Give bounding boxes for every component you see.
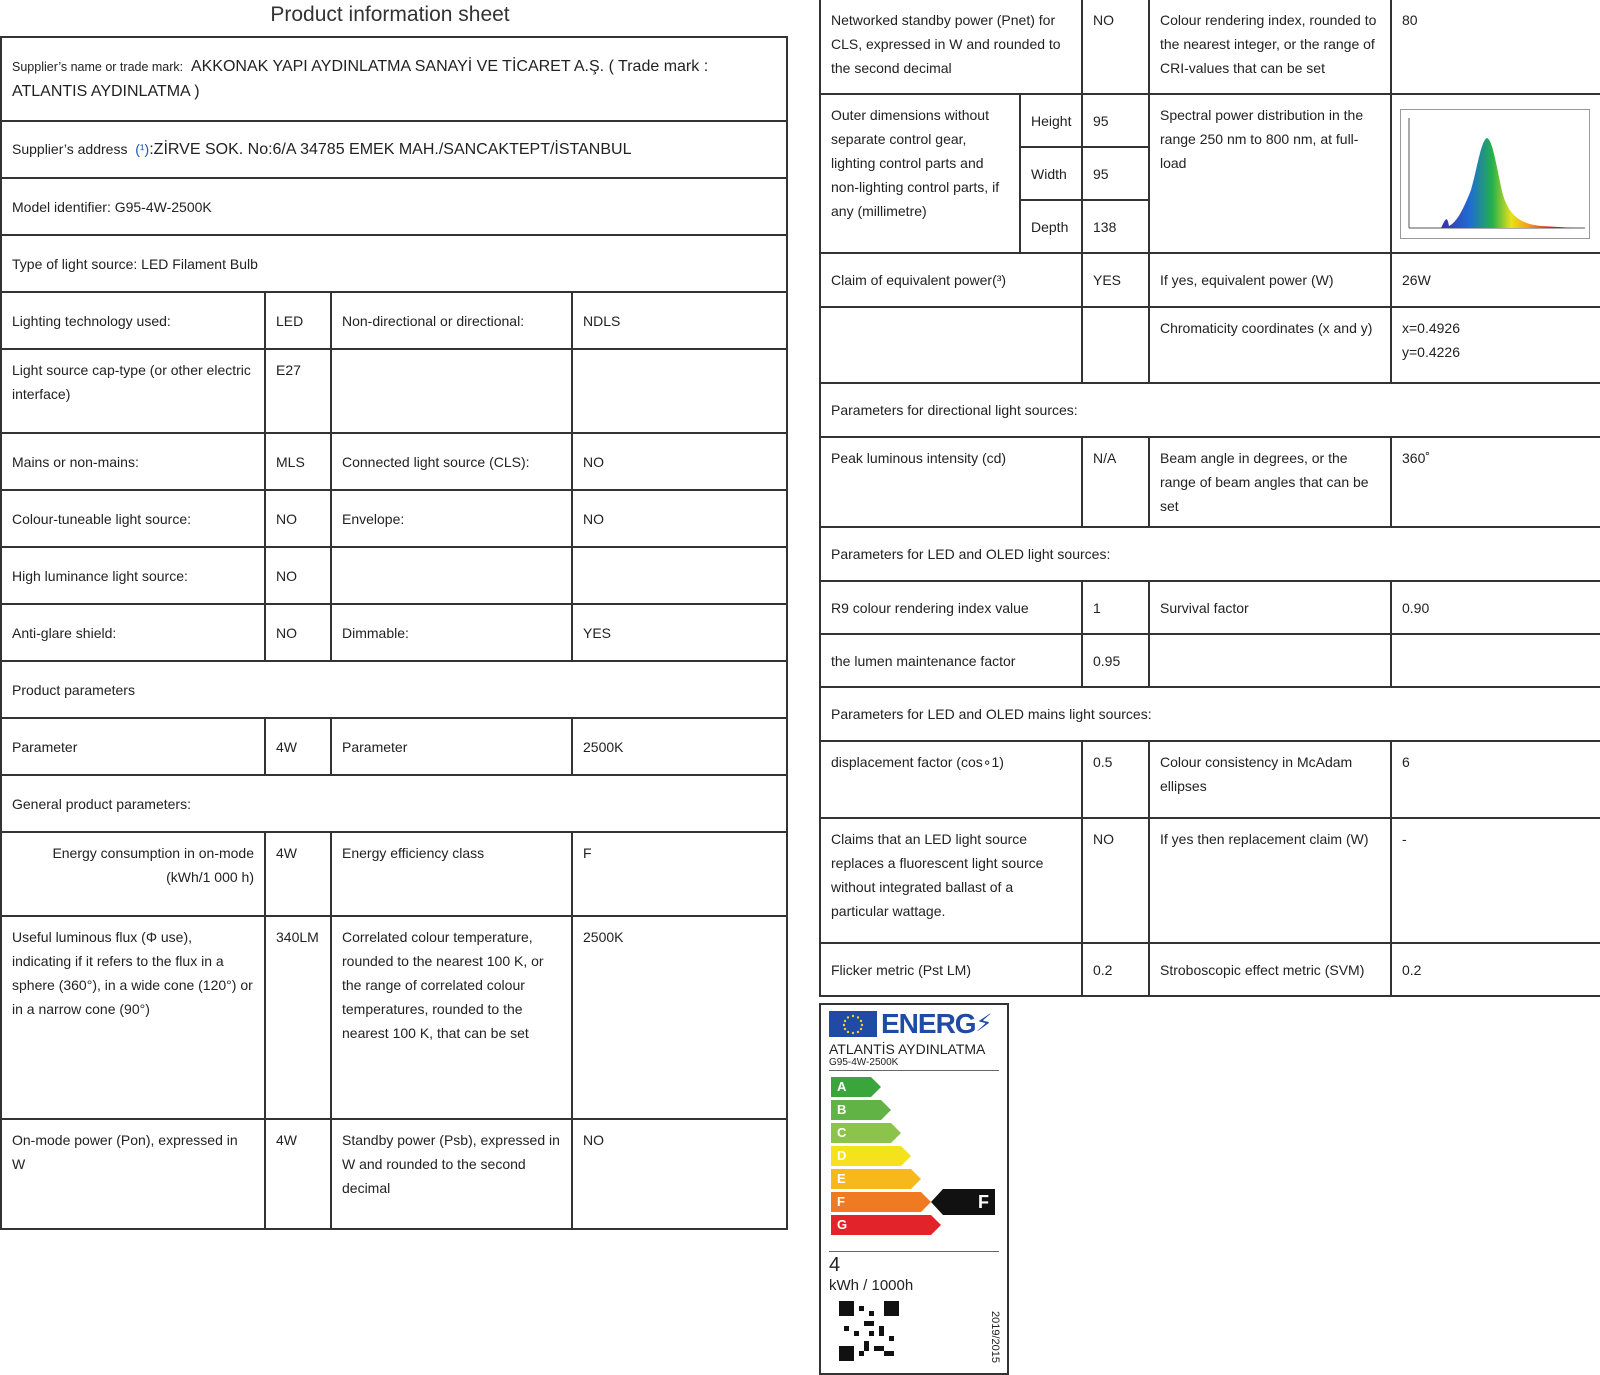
svm-label: Stroboscopic effect metric (SVM) [1149,943,1391,996]
page-title: Product information sheet [270,3,510,26]
height-label: Height [1020,94,1082,147]
param1-value: 4W [265,718,331,775]
empty-cell [572,349,787,433]
cap-type-label: Light source cap-type (or other electric interface) [1,349,265,433]
directional-value: NDLS [572,292,787,349]
luminous-flux-value: 340LM [265,916,331,1119]
high-luminance-value: NO [265,547,331,604]
product-params-heading: Product parameters [1,661,787,718]
spectrum-svg [1401,110,1589,238]
energy-class-c: C [831,1123,891,1143]
equiv-claim-value: YES [1082,253,1149,307]
net-standby-label: Networked standby power (Pnet) for CLS, expressed in W and rounded to the second decimal [820,0,1082,94]
energy-class-tip [901,1146,911,1166]
qr-code [839,1301,899,1361]
depth-value: 138 [1082,200,1149,253]
empty-cell [331,349,572,433]
width-value: 95 [1082,147,1149,200]
equiv-power-label: If yes, equivalent power (W) [1149,253,1391,307]
energy-class-a: A [831,1077,871,1097]
energy-consumption-label: Energy consumption in on-mode (kWh/1 000 h) [1,832,265,916]
width-label: Width [1020,147,1082,200]
cct-label: Correlated colour temperature, rounded to the nearest 100 K, or the range of correlated colour temperatures, rounded to the nearest 100 K, that can be set [331,916,572,1119]
empty-cell [572,547,787,604]
on-mode-power-value: 4W [265,1119,331,1229]
mcadam-value: 6 [1391,741,1600,818]
antiglare-value: NO [265,604,331,661]
cap-type-value: E27 [265,349,331,433]
energy-class-label: Energy efficiency class [331,832,572,916]
flicker-value: 0.2 [1082,943,1149,996]
on-mode-power-label: On-mode power (Pon), expressed in W [1,1119,265,1229]
replacement-claim-value: NO [1082,818,1149,943]
replacement-watt-label: If yes then replacement claim (W) [1149,818,1391,943]
high-luminance-label: High luminance light source: [1,547,265,604]
supplier-address-label: Supplier’s address [12,141,128,157]
standby-power-label: Standby power (Psb), expressed in W and rounded to the second decimal [331,1119,572,1229]
empty-cell [1082,307,1149,383]
mains-label: Mains or non-mains: [1,433,265,490]
param1-label: Parameter [1,718,265,775]
spd-label: Spectral power distribution in the range 250 nm to 800 nm, at full-load [1149,94,1391,253]
supplier-name-cell [1,37,787,121]
chromaticity-y: y=0.4226 [1402,344,1460,360]
spectrum-chart [1400,109,1590,239]
cri-label: Colour rendering index, rounded to the nearest integer, or the range of CRI-values that can be set [1149,0,1391,94]
cct-value: 2500K [572,916,787,1119]
regulation-code: 2019/2015 [989,1311,1001,1363]
energy-class-scale [829,1077,999,1247]
right-info-table [819,0,1600,997]
peak-intensity-value: N/A [1082,437,1149,527]
energy-class-g: G [831,1215,931,1235]
supplier-name-label: Supplier’s name or trade mark: [12,60,184,74]
param2-label: Parameter [331,718,572,775]
spd-chart-cell [1391,94,1600,253]
light-source-type: Type of light source: LED Filament Bulb [1,235,787,292]
r9-value: 1 [1082,581,1149,634]
energy-class-d: D [831,1146,901,1166]
rated-class-arrow: F [943,1189,995,1215]
lighting-tech-value: LED [265,292,331,349]
energy-class-b: B [831,1100,881,1120]
mains-value: MLS [265,433,331,490]
tuneable-value: NO [265,490,331,547]
led-params-heading: Parameters for LED and OLED light sources: [820,527,1600,581]
r9-label: R9 colour rendering index value [820,581,1082,634]
param2-value: 2500K [572,718,787,775]
label-divider [829,1251,999,1252]
standby-power-value: NO [572,1119,787,1229]
empty-cell [1149,634,1391,687]
empty-cell [820,307,1082,383]
led-mains-params-heading: Parameters for LED and OLED mains light sources: [820,687,1600,741]
cls-label: Connected light source (CLS): [331,433,572,490]
lightning-icon: ⚡ [975,1010,993,1037]
displacement-value: 0.5 [1082,741,1149,818]
supplier-name-value: AKKONAK YAPI AYDINLATMA SANAYİ VE TİCARET A.Ş. ( Trade mark : ATLANTIS AYDINLATMA ) [12,58,709,100]
mcadam-label: Colour consistency in McAdam ellipses [1149,741,1391,818]
dimmable-value: YES [572,604,787,661]
antiglare-label: Anti-glare shield: [1,604,265,661]
lumen-maintenance-value: 0.95 [1082,634,1149,687]
empty-cell [1391,634,1600,687]
energy-class-tip [911,1169,921,1189]
displacement-label: displacement factor (cos∘1) [820,741,1082,818]
beam-angle-value: 360˚ [1391,437,1600,527]
footnote-link-1[interactable]: (¹) [135,141,150,157]
equiv-claim-label: Claim of equivalent power(³) [820,253,1082,307]
outer-dimensions-label: Outer dimensions without separate control gear, lighting control parts and non-lighting control parts, if any (millimetre) [820,94,1020,253]
energy-class-tip [931,1215,941,1235]
energy-label [819,1003,1009,1375]
lighting-tech-label: Lighting technology used: [1,292,265,349]
net-standby-value: NO [1082,0,1149,94]
beam-angle-label: Beam angle in degrees, or the range of beam angles that can be set [1149,437,1391,527]
chromaticity-label: Chromaticity coordinates (x and y) [1149,307,1391,383]
dimmable-label: Dimmable: [331,604,572,661]
energy-class-f: F [831,1192,921,1212]
label-model: G95-4W-2500K [829,1057,999,1071]
energy-consumption-value: 4W [265,832,331,916]
left-info-table [0,36,788,1230]
replacement-watt-value: - [1391,818,1600,943]
envelope-label: Envelope: [331,490,572,547]
height-value: 95 [1082,94,1149,147]
equiv-power-value: 26W [1391,253,1600,307]
energy-word: ENERG [881,1008,976,1039]
svm-value: 0.2 [1391,943,1600,996]
directional-label: Non-directional or directional: [331,292,572,349]
energy-label-header [829,1009,999,1039]
envelope-value: NO [572,490,787,547]
spectrum-curve [1441,138,1576,228]
depth-label: Depth [1020,200,1082,253]
survival-value: 0.90 [1391,581,1600,634]
flicker-label: Flicker metric (Pst LM) [820,943,1082,996]
luminous-flux-label: Useful luminous flux (Φ use), indicating if it refers to the flux in a sphere (360°), in a wide cone (120°) or in a narrow cone (90°) [1,916,265,1119]
eu-flag-icon [829,1011,877,1037]
chromaticity-x: x=0.4926 [1402,320,1460,336]
supplier-address-value: :ZİRVE SOK. No:6/A 34785 EMEK MAH./SANCAKTEPT/İSTANBUL [149,141,632,158]
kwh-unit: kWh / 1000h [829,1277,914,1294]
kwh-value: 4 [829,1254,841,1276]
model-identifier: Model identifier: G95-4W-2500K [1,178,787,235]
energy-class-tip [921,1192,931,1212]
supplier-address-cell [1,121,787,178]
label-brand: ATLANTİS AYDINLATMA [829,1041,986,1057]
chromaticity-value [1391,307,1600,383]
energy-class-tip [881,1100,891,1120]
empty-cell [331,547,572,604]
peak-intensity-label: Peak luminous intensity (cd) [820,437,1082,527]
survival-label: Survival factor [1149,581,1391,634]
cri-value: 80 [1391,0,1600,94]
cls-value: NO [572,433,787,490]
energy-class-tip [871,1077,881,1097]
lumen-maintenance-label: the lumen maintenance factor [820,634,1082,687]
directional-params-heading: Parameters for directional light sources: [820,383,1600,437]
energy-class-e: E [831,1169,911,1189]
tuneable-label: Colour-tuneable light source: [1,490,265,547]
replacement-claim-label: Claims that an LED light source replaces a fluorescent light source without integrated ballast of a particular wattage. [820,818,1082,943]
energy-class-tip [891,1123,901,1143]
energy-class-value: F [572,832,787,916]
general-params-heading: General product parameters: [1,775,787,832]
